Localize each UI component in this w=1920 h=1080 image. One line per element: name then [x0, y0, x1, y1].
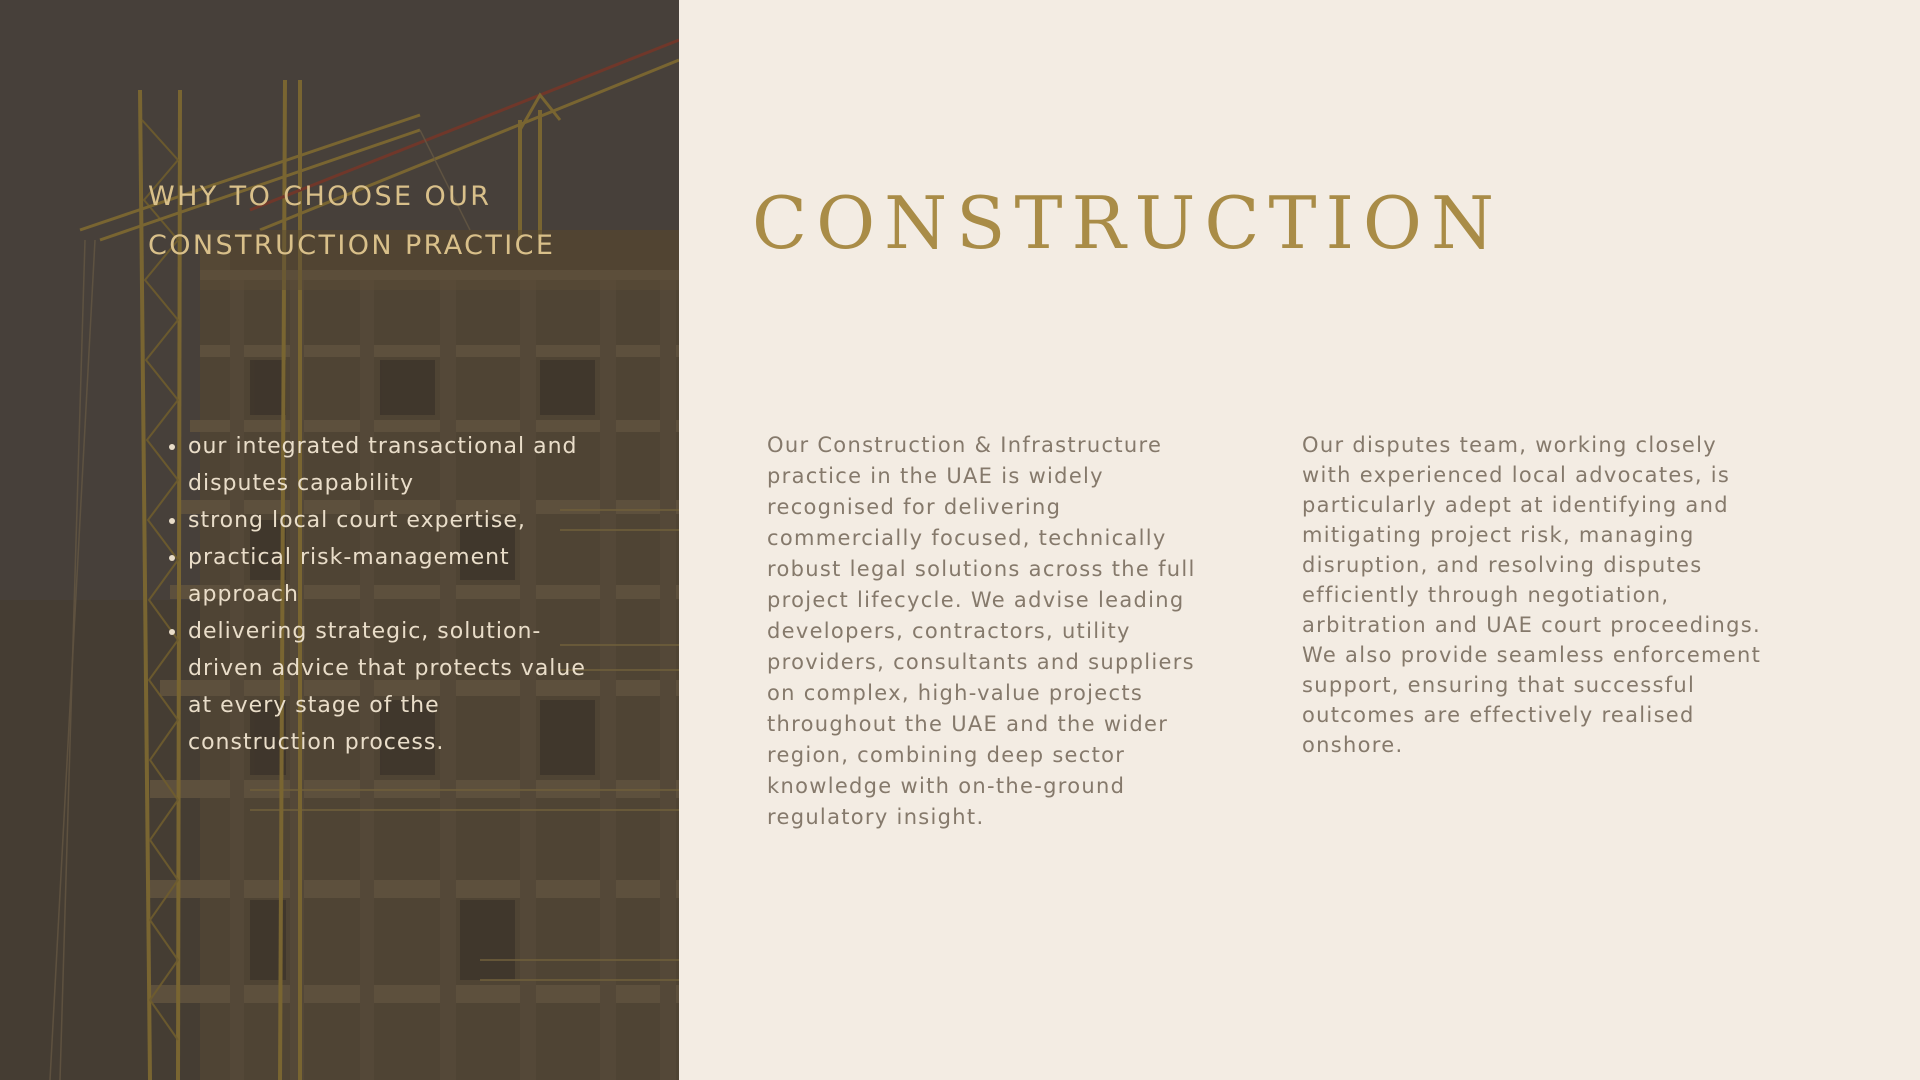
page-title: CONSTRUCTION — [752, 181, 1503, 265]
why-choose-list — [166, 428, 588, 761]
list-item: • practical risk-management approach — [188, 539, 588, 613]
practice-overview-paragraph: Our Construction & Infrastructure practice in the UAE is widely recognised for delivering commercially focused, technically robust legal solutions across the full project lifecycle. We advise leading developers, contractors, utility providers, consultants and suppliers on complex, high-value projects throughout the UAE and the wider region, combining deep sector knowledge with on-the-ground regulatory insight. — [767, 433, 1196, 829]
disputes-team-paragraph: Our disputes team, working closely with experienced local advocates, is particularly adept at identifying and mitigating project risk, managing disruption, and resolving disputes efficiently through negotiation, arbitration and UAE court proceedings. We also provide seamless enforcement support, ensuring that successful outcomes are effectively realised onshore. — [1302, 433, 1762, 757]
list-item: • our integrated transactional and disputes capability — [188, 428, 588, 502]
list-item: • strong local court expertise, — [188, 502, 588, 539]
why-choose-heading: WHY TO CHOOSE OUR CONSTRUCTION PRACTICE — [148, 181, 556, 261]
construction-photo-panel — [0, 0, 679, 1080]
list-item: • delivering strategic, solution-driven advice that protects value at every stage of the construction process. — [188, 613, 588, 761]
